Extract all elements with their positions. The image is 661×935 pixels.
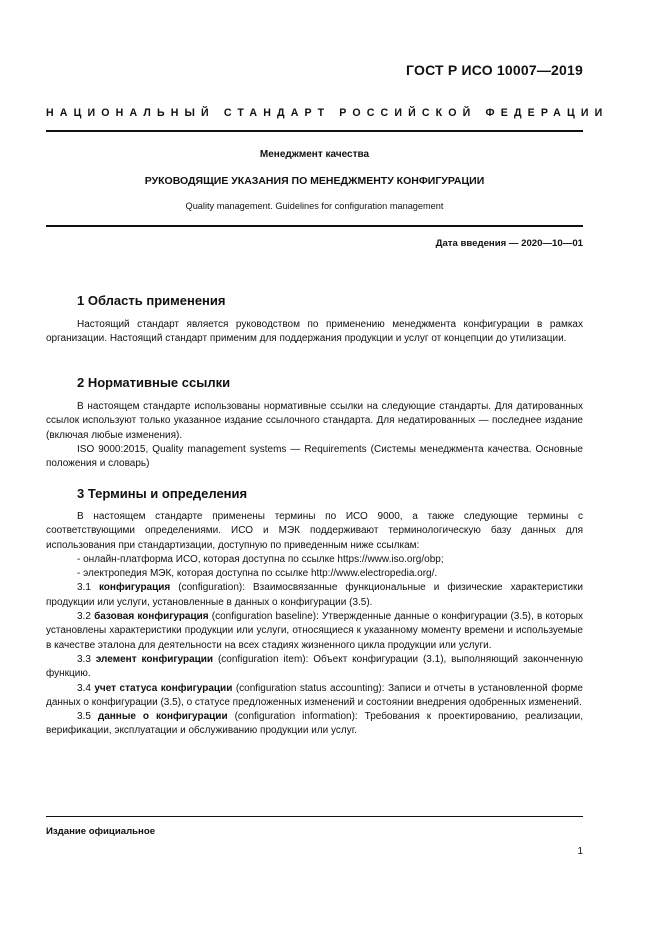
page-number: 1: [577, 846, 583, 857]
paragraph: В настоящем стандарте применены термины по ИСО 9000, а также следующие термины с соответствующими определениями. ИСО и МЭК поддерживают терминологическую базу данных для использования при стандартизации, доступную по приведенным ниже ссылкам:: [46, 511, 583, 551]
list-item: - онлайн-платформа ИСО, которая доступна по ссылке https://www.iso.org/obp;: [77, 553, 444, 565]
term-name: элемент конфигурации: [95, 653, 214, 665]
term-number: 3.1: [77, 582, 99, 594]
section-heading-scope: 1 Область применения: [77, 293, 226, 308]
term-definition: (configuration): Взаимосвязанные функциональные и физические характеристики продукции или услуги, установленные в данных о конфигурации (3.5).: [46, 582, 584, 608]
term-name: конфигурация: [98, 582, 171, 594]
term-entry: [46, 653, 583, 682]
title-rule: [46, 225, 583, 227]
term-name: учет статуса конфигурации: [94, 682, 233, 694]
term-number: 3.2: [77, 611, 95, 623]
paragraph: Настоящий стандарт является руководством по применению менеджмента конфигурации в рамках организации. Настоящий стандарт применим для поддержания продукции и услуг от концепции до утилизации.: [46, 319, 583, 345]
term-definition: (configuration item): Объект конфигурации (3.1), выполняющий законченную функцию.: [46, 653, 583, 680]
national-standard-banner: НАЦИОНАЛЬНЫЙ СТАНДАРТ РОССИЙСКОЙ ФЕДЕРАЦИИ: [46, 107, 609, 119]
section-heading-terms: 3 Термины и определения: [77, 486, 248, 501]
term-name: данные о конфигурации: [97, 711, 228, 723]
list-item: - электропедия МЭК, которая доступна по ссылке http://www.electropedia.org/.: [77, 568, 438, 580]
term-entry: [46, 710, 583, 739]
section-terms-body: [46, 510, 583, 739]
paragraph: ISO 9000:2015, Quality management systems — Requirements (Системы менеджмента качества. Основные положения и словарь): [46, 443, 583, 470]
term-entry: [46, 581, 583, 610]
term-entry: [46, 610, 583, 653]
term-definition: (configuration baseline): Утвержденные данные о конфигурации (3.5), в которых установлены характеристики продукции или услуги, относящиеся к указанному моменту времени и используемые в качестве эталона для деятельности на всех стадиях жизненного цикла продукции или услуги.: [46, 611, 584, 651]
standard-code: ГОСТ Р ИСО 10007—2019: [406, 62, 583, 78]
official-edition-label: Издание официальное: [46, 826, 156, 837]
term-number: 3.5: [77, 711, 98, 723]
term-entry: [46, 682, 583, 711]
term-definition: (configuration status accounting): Записи и отчеты в установленной форме данных о конфигурации (3.5), о статусе предложенных изменений и состоянии внедрения одобренных изменений.: [46, 682, 583, 708]
term-number: 3.3: [77, 653, 96, 665]
section-references-body: [46, 400, 583, 471]
paragraph: В настоящем стандарте использованы нормативные ссылки на следующие стандарты. Для датированных ссылок используют только указанное издание ссылочного стандарта. Для недатированных — последнее издание (включая любые изменения).: [46, 401, 583, 441]
term-number: 3.4: [77, 682, 95, 694]
english-title: Quality management. Guidelines for configuration management: [185, 201, 444, 211]
term-name: базовая конфигурация: [94, 611, 209, 623]
effective-date: Дата введения — 2020—10—01: [435, 238, 583, 249]
section-scope-body: [46, 318, 583, 347]
term-definition: (configuration information): Требования к проектированию, реализации, верификации, эксплуатации и обслуживанию продукции или услуг.: [46, 711, 583, 737]
header-rule: [46, 130, 583, 132]
footer-rule: [46, 816, 583, 817]
document-title: РУКОВОДЯЩИЕ УКАЗАНИЯ ПО МЕНЕДЖМЕНТУ КОНФИГУРАЦИИ: [144, 175, 485, 187]
document-subject: Менеджмент качества: [259, 149, 370, 160]
section-heading-normative-references: 2 Нормативные ссылки: [77, 375, 231, 390]
